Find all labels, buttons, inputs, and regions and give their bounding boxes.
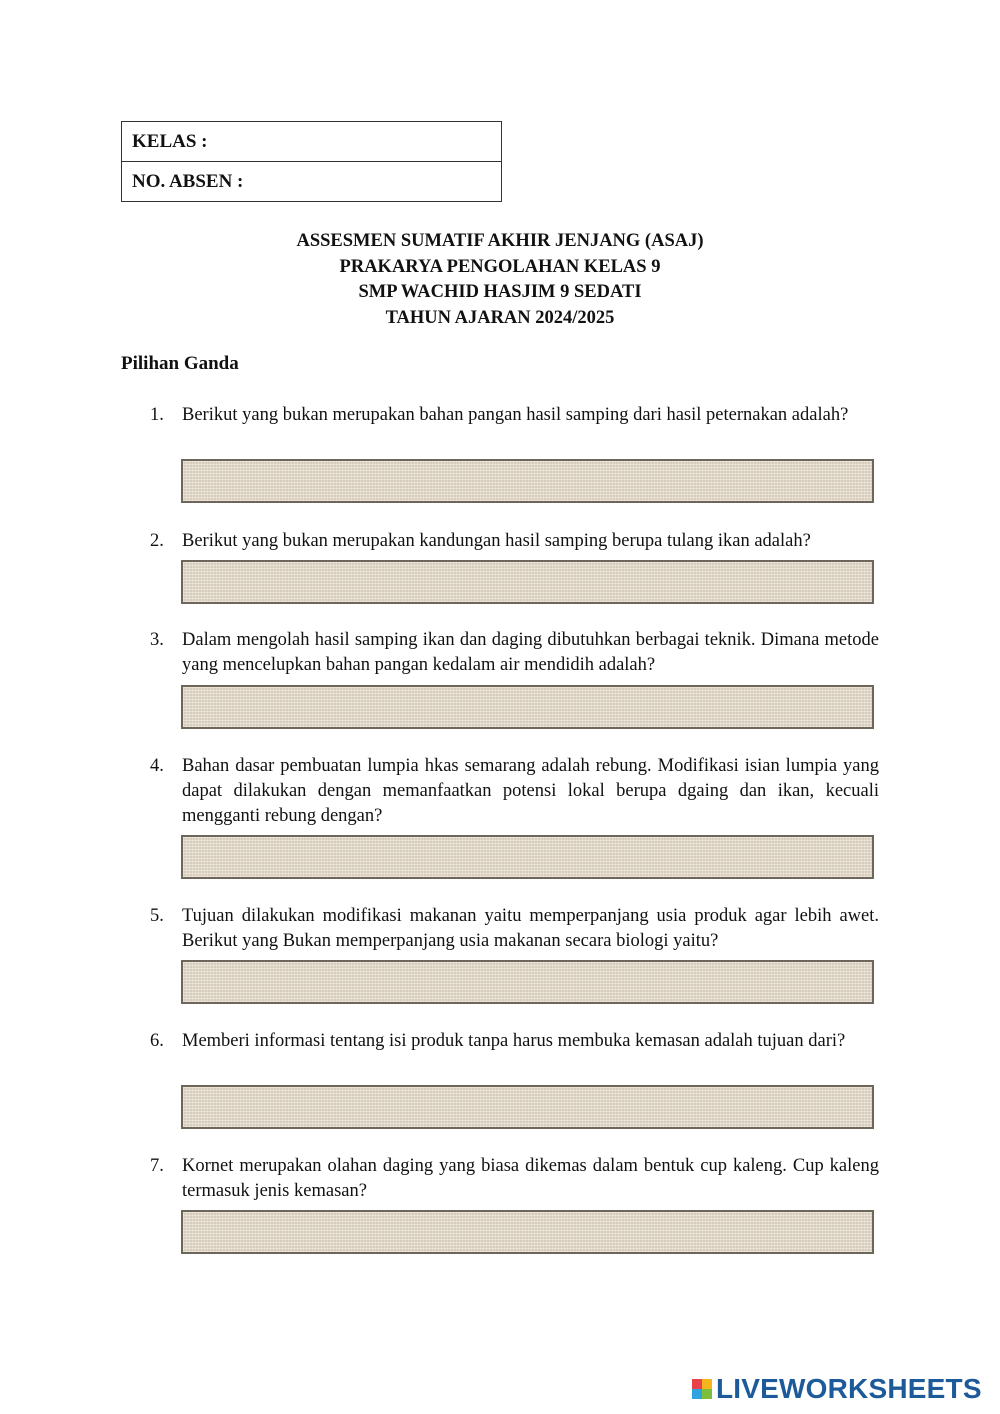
question-6 [150, 1029, 879, 1054]
question-number: 1. [150, 405, 164, 425]
question-text: Kornet merupakan olahan daging yang biasa dikemas dalam bentuk cup kaleng. Cup kaleng termasuk jenis kemasan? [182, 1156, 879, 1201]
answer-field-7[interactable] [181, 1210, 874, 1254]
question-4 [150, 754, 879, 829]
question-text: Tujuan dilakukan modifikasi makanan yaitu memperpanjang usia produk agar lebih awet. Berikut yang Bukan memperpanjang usia makanan secara biologi yaitu? [182, 906, 879, 951]
header-line-3: SMP WACHID HASJIM 9 SEDATI [358, 282, 642, 302]
question-7 [150, 1154, 879, 1204]
question-1 [150, 403, 879, 428]
header-line-4: TAHUN AJARAN 2024/2025 [385, 307, 615, 328]
question-text: Bahan dasar pembuatan lumpia hkas semarang adalah rebung. Modifikasi isian lumpia yang dapat dilakukan dengan memanfaatkan potensi lokal berupa dgaing dan ikan, kecuali mengganti rebung dengan? [182, 756, 879, 826]
question-number: 4. [150, 756, 164, 776]
question-text: Memberi informasi tentang isi produk tanpa harus membuka kemasan adalah tujuan dari? [182, 1031, 846, 1051]
liveworksheets-logo [692, 1374, 982, 1404]
section-title: Pilihan Ganda [121, 353, 239, 374]
answer-field-5[interactable] [181, 960, 874, 1004]
class-label: KELAS : [122, 122, 502, 162]
question-text: Dalam mengolah hasil samping ikan dan daging dibutuhkan berbagai teknik. Dimana metode yang mencelupkan bahan pangan kedalam air mendidih adalah? [182, 630, 879, 675]
question-3 [150, 628, 879, 678]
answer-field-6[interactable] [181, 1085, 874, 1129]
question-number: 5. [150, 906, 164, 926]
document-header [0, 229, 1000, 331]
header-line-2: PRAKARYA PENGOLAHAN KELAS 9 [339, 256, 661, 277]
question-5 [150, 904, 879, 954]
answer-field-1[interactable] [181, 459, 874, 503]
header-line-1: ASSESMEN SUMATIF AKHIR JENJANG (ASAJ) [296, 231, 704, 251]
answer-field-4[interactable] [181, 835, 874, 879]
student-identity-table [121, 121, 502, 202]
question-text: Berikut yang bukan merupakan bahan pangan hasil samping dari hasil peternakan adalah? [182, 405, 849, 425]
liveworksheets-icon [692, 1379, 712, 1399]
answer-field-2[interactable] [181, 560, 874, 604]
question-number: 2. [150, 531, 164, 551]
question-text: Berikut yang bukan merupakan kandungan hasil samping berupa tulang ikan adalah? [182, 531, 811, 551]
absen-label: NO. ABSEN : [122, 162, 502, 202]
logo-text: LIVEWORKSHEETS [716, 1373, 982, 1404]
question-2 [150, 529, 879, 554]
question-number: 6. [150, 1031, 164, 1051]
question-number: 7. [150, 1156, 164, 1176]
answer-field-3[interactable] [181, 685, 874, 729]
question-number: 3. [150, 630, 164, 650]
